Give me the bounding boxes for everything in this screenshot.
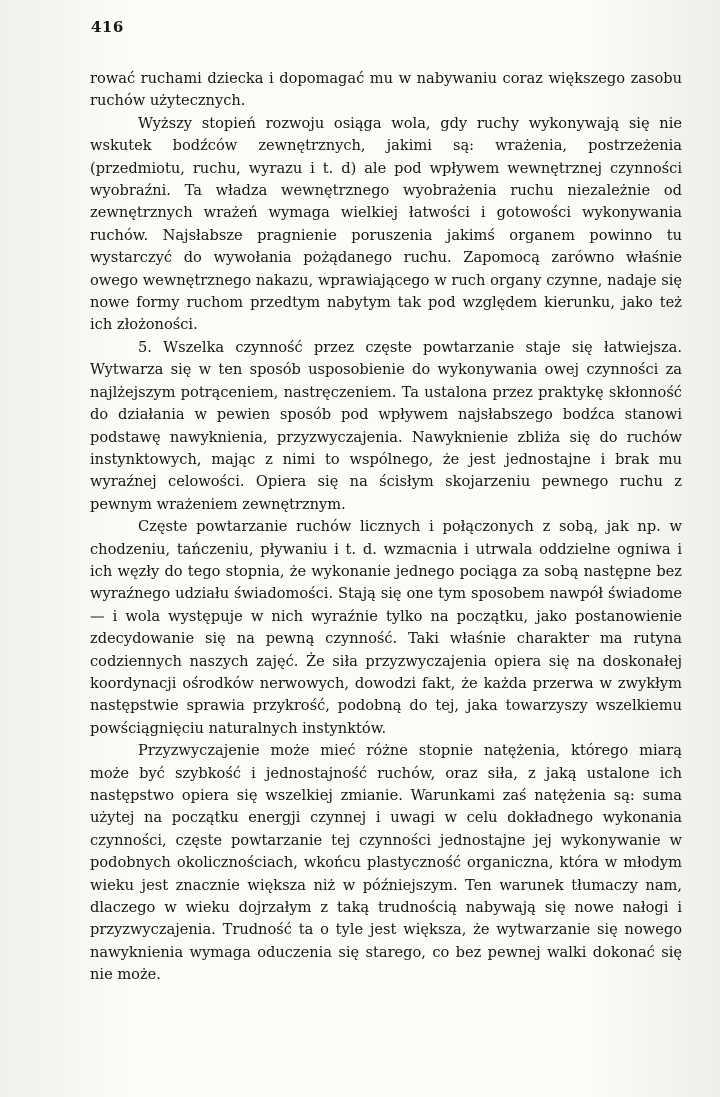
paragraph-section-5-habit: 5. Wszelka czynność przez częste powtarzanie staje się łatwiejsza. Wytwarza się w ten sposób usposobienie do wykonywania owej czynności za najlżejszym potrąceniem, nastręczeniem. Ta ustalona przez praktykę skłonność do działania w pewien sposób pod wpływem najsłabszego bodźca stanowi podstawę nawyknienia, przyzwyczajenia. Nawyknienie zbliża się do ruchów instynktowych, mając z nimi to wspólnego, że jest jednostajne i brak mu wyraźnej celowości. Opiera się na ścisłym skojarzeniu pewnego ruchu z pewnym wrażeniem zewnętrznym.	[90, 338, 682, 513]
paragraph-higher-stage-of-will: Wyższy stopień rozwoju osiąga wola, gdy ruchy wykonywają się nie wskutek bodźców zewnętrznych, jakimi są: wrażenia, postrzeżenia (przedmiotu, ruchu, wyrazu i t. d) ale pod wpływem wewnętrznej czynności wyobraźni. Ta władza wewnętrznego wyobrażenia ruchu niezależnie od zewnętrznych wrażeń wymaga wielkiej łatwości i gotowości wykonywania ruchów. Najsłabsze pragnienie poruszenia jakimś organem powinno tu wystarczyć do wywołania pożądanego ruchu. Zapomocą zarówno właśnie owego wewnętrznego nakazu, wprawiającego w ruch organy czynne, nadaje się nowe formy ruchom przedtym nabytym tak pod względem kierunku, jako też ich złożoności.	[90, 114, 682, 334]
body-text	[90, 68, 682, 987]
paragraph-habit-intensity: Przyzwyczajenie może mieć różne stopnie natężenia, którego miarą może być szybkość i jednostajność ruchów, oraz siła, z jaką ustalone ich następstwo opiera się wszelkiej zmianie. Warunkami zaś natężenia są: suma użytej na początku energji czynnej i uwagi w celu dokładnego wykonania czynności, częste powtarzanie tej czynności jednostajne jej wykonywanie w podobnych okolicznościach, wkońcu plastyczność organiczna, która w młodym wieku jest znacznie większa niż w późniejszym. Ten warunek tłumaczy nam, dlaczego w wieku dojrzałym z taką trudnością nabywają się nowe nałogi i przyzwyczajenia. Trudność ta o tyle jest większa, że wytwarzanie się nowego nawyknienia wymaga oduczenia się starego, co bez pewnej walki dokonać się nie może.	[90, 742, 682, 984]
paragraph-continuation: rować ruchami dziecka i dopomagać mu w nabywaniu coraz większego zasobu ruchów użytecznych.	[90, 70, 682, 110]
paragraph-repetition-of-movements: Częste powtarzanie ruchów licznych i połączonych z sobą, jak np. w chodzeniu, tańczeniu, pływaniu i t. d. wzmacnia i utrwala oddzielne ogniwa i ich węzły do tego stopnia, że wykonanie jednego pociąga za sobą następne bez wyraźnego udziału świadomości. Stają się one tym sposobem nawpół świadome — i wola występuje w nich wyraźnie tylko na początku, jako postanowienie zdecydowanie się na pewną czynność. Taki właśnie charakter ma rutyna codziennych naszych zajęć. Że siła przyzwyczajenia opiera się na doskonałej koordynacji ośrodków nerwowych, dowodzi fakt, że każda przerwa w zwykłym następstwie sprawia przykrość, podobną do tej, jaka towarzyszy wszelkiemu powściągnięciu naturalnych instynktów.	[90, 518, 682, 737]
page-number: 416	[91, 18, 124, 36]
